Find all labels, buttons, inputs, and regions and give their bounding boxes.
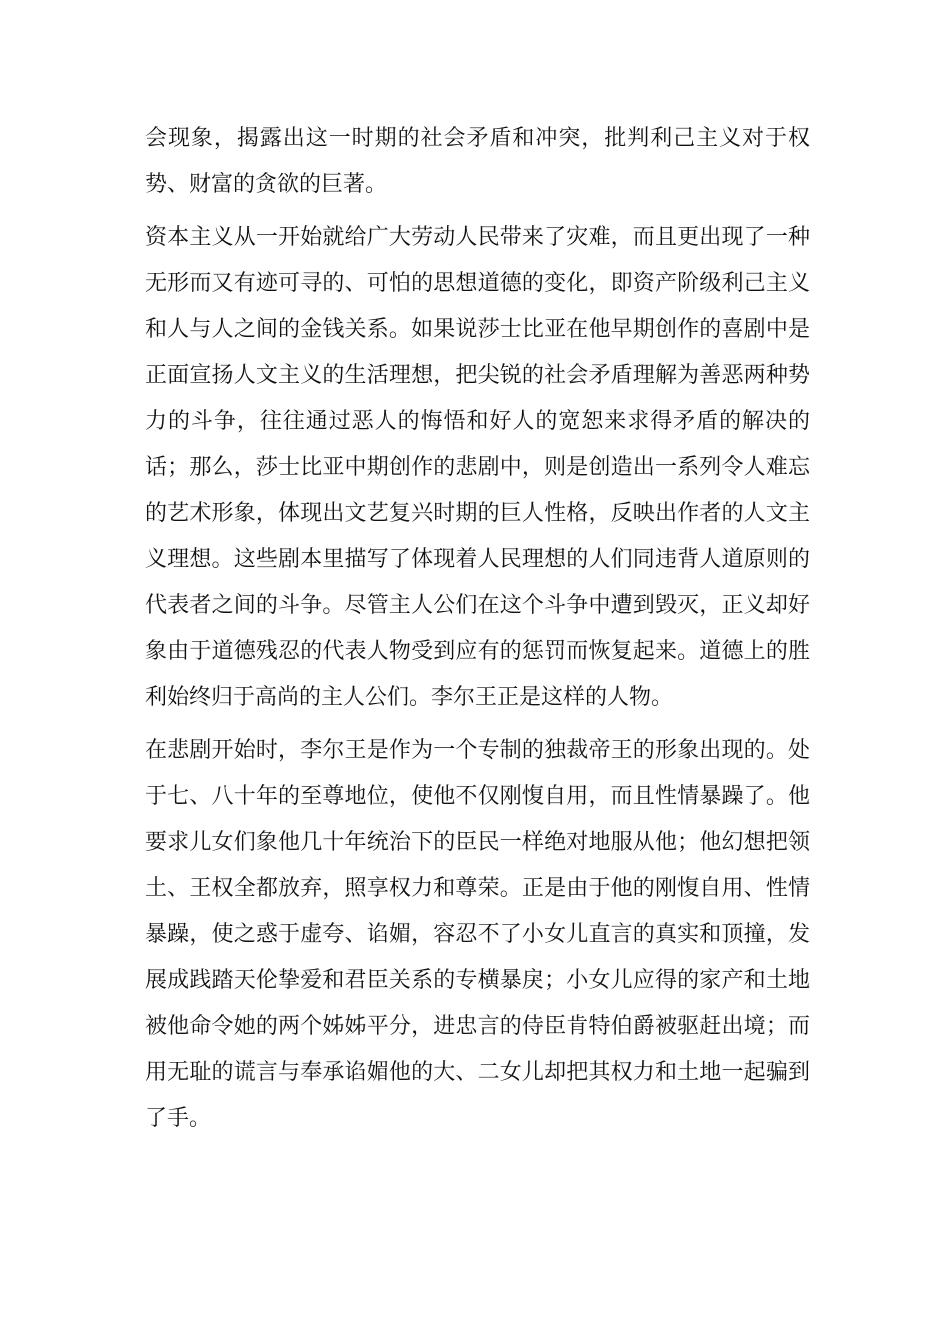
paragraph-3: 在悲剧开始时，李尔王是作为一个专制的独裁帝王的形象出现的。处于七、八十年的至尊地位，使他不仅刚愎自用，而且性情暴躁了。他要求儿女们象他几十年统治下的臣民一样绝对地服从他；他幻想把领土、王权全都放弃，照享权力和尊荣。正是由于他的刚愎自用、性情暴躁，使之惑于虚夸、谄媚，容忍不了小女儿直言的真实和顶撞，发展成践踏天伦挚爱和君臣关系的专横暴戾；小女儿应得的家产和土地被他命令她的两个姊姊平分，进忠言的侍臣肯特伯爵被驱赶出境；而用无耻的谎言与奉承谄媚他的大、二女儿却把其权力和土地一起骗到了手。 [145, 738, 810, 1131]
document-body [145, 116, 810, 1149]
paragraph-1: 会现象，揭露出这一时期的社会矛盾和冲突，批判利己主义对于权势、财富的贪欲的巨著。 [145, 126, 810, 197]
paragraph-2: 资本主义从一开始就给广大劳动人民带来了灾难，而且更出现了一种无形而又有迹可寻的、可怕的思想道德的变化，即资产阶级利己主义和人与人之间的金钱关系。如果说莎士比亚在他早期创作的喜剧中是正面宣扬人文主义的生活理想，把尖锐的社会矛盾理解为善恶两种势力的斗争，往往通过恶人的悔悟和好人的宽恕来求得矛盾的解决的话；那么，莎士比亚中期创作的悲剧中，则是创造出一系列令人难忘的艺术形象，体现出文艺复兴时期的巨人性格，反映出作者的人文主义理想。这些剧本里描写了体现着人民理想的人们同违背人道原则的代表者之间的斗争。尽管主人公们在这个斗争中遭到毁灭，正义却好象由于道德残忍的代表人物受到应有的惩罚而恢复起来。道德上的胜利始终归于高尚的主人公们。李尔王正是这样的人物。 [145, 225, 810, 710]
